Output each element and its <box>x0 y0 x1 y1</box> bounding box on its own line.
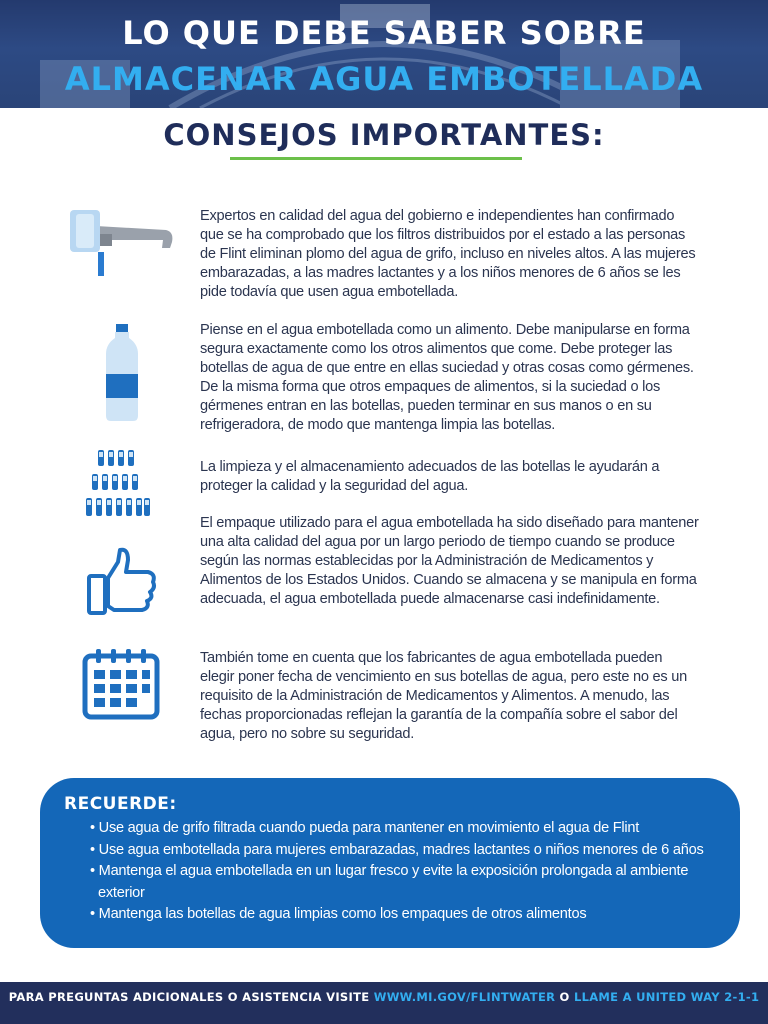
list-item: • Use agua embotellada para mujeres embarazadas, madres lactantes o niños menores de 6 años <box>90 841 704 858</box>
list-item: • Use agua de grifo filtrada cuando pueda para mantener en movimiento el agua de Flint <box>90 820 640 836</box>
footer-call: LLAME A UNITED WAY 2-1-1 <box>573 990 760 1004</box>
footer-middle: O <box>555 990 574 1004</box>
header-title-line1: LO QUE DEBE SABER SOBRE <box>122 14 646 52</box>
header-banner <box>0 0 768 108</box>
thumbs-up-icon <box>86 546 158 616</box>
section-title: CONSEJOS IMPORTANTES: <box>163 118 605 152</box>
faucet-filter-icon <box>66 206 176 278</box>
list-item: • Mantenga las botellas de agua limpias como los empaques de otros alimentos <box>90 906 587 922</box>
recuerde-list <box>90 818 730 926</box>
footer-bar <box>0 982 768 1024</box>
water-bottle-icon <box>104 324 140 422</box>
tip-expiration-text: También tome en cuenta que los fabricantes de agua embotellada pueden elegir poner fecha de vencimiento en sus botellas de agua, pero este no es un requisito de la Administración de Medicamentos y Alimentos. A menudo, las fechas proporcionadas reflejan la garantía de la compañía sobre el sabor del agua, pero no sobre su seguridad. <box>200 650 688 742</box>
recuerde-box <box>40 778 740 948</box>
title-underline <box>230 157 522 160</box>
tip-filters-text: Expertos en calidad del agua del gobierno e independientes han confirmado que se ha comprobado que los filtros distribuidos por el estado a las personas de Flint eliminan plomo del agua de grifo, incluso en niveles altos. A las mujeres embarazadas, a las madres lactantes y a los niños menores de 6 años se les pide todavía que usen agua embotellada. <box>200 208 696 300</box>
list-item: • Mantenga el agua embotellada en un lugar fresco y evite la exposición prolongada al ambiente exterior <box>90 863 689 901</box>
footer-link[interactable]: WWW.MI.GOV/FLINTWATER <box>373 990 556 1004</box>
stacked-bottles-icon <box>84 448 152 518</box>
header-title-line2: ALMACENAR AGUA EMBOTELLADA <box>64 60 704 98</box>
recuerde-title: RECUERDE: <box>64 794 177 814</box>
tip-food-text: Piense en el agua embotellada como un alimento. Debe manipularse en forma segura exactamente como los otros alimentos que come. Debe proteger las botellas de agua de que entre en ellas suciedad y otras cosas como gérmenes. De la misma forma que otros empaques de alimentos, si la suciedad o los gérmenes entran en las botellas, pueden terminar en sus manos o en su refrigeradora, de modo que mantenga limpia las botellas. <box>200 322 694 433</box>
tip-packaging-text: El empaque utilizado para el agua embotellada ha sido diseñado para mantener una alta calidad del agua por un largo periodo de tiempo cuando se produce según las normas establecidas por la Administración de Medicamentos y Alimentos de los Estados Unidos. Cuando se almacena y se manipula en forma adecuada, el agua embotellada puede almacenarse casi indefinidamente. <box>200 515 699 607</box>
calendar-icon <box>82 648 160 720</box>
footer-prefix: PARA PREGUNTAS ADICIONALES O ASISTENCIA VISITE <box>8 990 374 1004</box>
tip-cleanliness-text: La limpieza y el almacenamiento adecuados de las botellas le ayudarán a proteger la calidad y la seguridad del agua. <box>200 459 660 494</box>
